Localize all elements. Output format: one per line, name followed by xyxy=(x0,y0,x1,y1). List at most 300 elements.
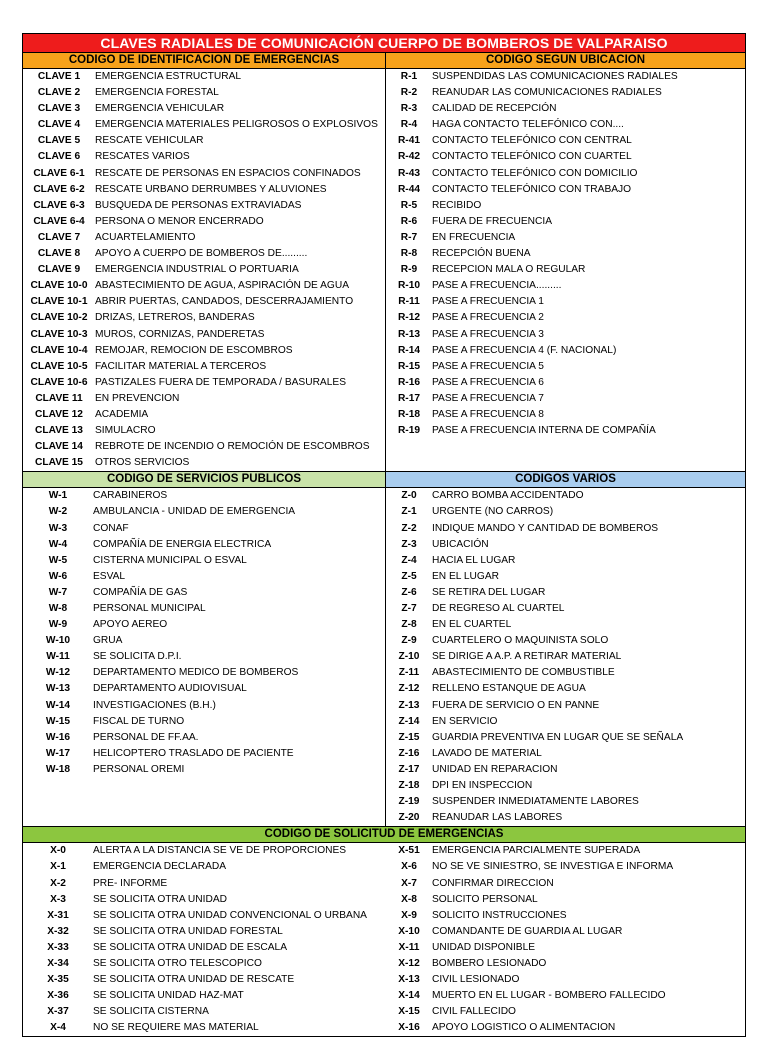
code-row xyxy=(23,214,385,230)
code-row xyxy=(386,327,745,343)
code-row xyxy=(23,553,385,569)
code-label: CLAVE 6-2 xyxy=(33,183,85,195)
code-row xyxy=(386,908,745,924)
code-label: X-35 xyxy=(47,974,69,986)
code-description: EMERGENCIA INDUSTRIAL O PORTUARIA xyxy=(95,264,299,276)
code-description: HELICOPTERO TRASLADO DE PACIENTE xyxy=(93,747,294,759)
code-row xyxy=(386,988,745,1004)
code-description: SE SOLICITA OTRA UNIDAD DE ESCALA xyxy=(93,941,287,953)
code-label: W-7 xyxy=(48,586,68,598)
code-label: X-34 xyxy=(47,957,69,969)
code-description: SOLICITO PERSONAL xyxy=(432,893,538,905)
code-row xyxy=(386,1020,745,1036)
code-label xyxy=(23,778,93,794)
code-row xyxy=(386,85,745,101)
code-row xyxy=(23,198,385,214)
code-description: REANUDAR LAS COMUNICACIONES RADIALES xyxy=(432,87,662,99)
code-row xyxy=(386,343,745,359)
code-label: R-5 xyxy=(400,199,418,211)
code-row xyxy=(23,956,386,972)
code-row xyxy=(386,246,745,262)
code-description: EMERGENCIA FORESTAL xyxy=(95,87,219,99)
code-row xyxy=(386,149,745,165)
code-row xyxy=(23,633,385,649)
code-row xyxy=(23,714,385,730)
code-description: PASE A FRECUENCIA 2 xyxy=(432,312,544,324)
code-label: Z-2 xyxy=(401,522,417,534)
sheet-title: CLAVES RADIALES DE COMUNICACIÓN CUERPO DE BOMBEROS DE VALPARAISO xyxy=(23,34,745,53)
code-label: W-15 xyxy=(45,715,71,727)
code-row xyxy=(23,762,385,778)
code-row xyxy=(386,730,745,746)
code-label: X-36 xyxy=(47,990,69,1002)
code-row xyxy=(23,133,385,149)
code-row xyxy=(23,730,385,746)
ubicacion-list xyxy=(386,69,745,471)
code-label: Z-7 xyxy=(401,603,417,614)
code-row xyxy=(386,198,745,214)
code-label: X-3 xyxy=(50,893,66,905)
code-label: W-10 xyxy=(45,635,71,647)
code-row xyxy=(23,972,386,988)
code-label: X-15 xyxy=(398,1006,420,1018)
code-label: Z-16 xyxy=(398,747,420,759)
code-description: PASTIZALES FUERA DE TEMPORADA / BASURALES xyxy=(95,376,346,388)
code-row xyxy=(386,278,745,294)
code-row xyxy=(386,746,745,762)
code-row xyxy=(386,762,745,778)
code-label: X-10 xyxy=(398,925,420,937)
code-description: NO SE VE SINIESTRO, SE INVESTIGA E INFORMA xyxy=(432,861,674,873)
code-row xyxy=(23,1004,386,1020)
code-label: W-3 xyxy=(48,522,68,534)
code-label: X-33 xyxy=(47,941,69,953)
code-label: CLAVE 10-1 xyxy=(30,296,88,308)
code-description: EN PREVENCION xyxy=(95,392,180,404)
code-row xyxy=(386,391,745,407)
code-description: ACADEMIA xyxy=(95,408,149,420)
code-description: INDIQUE MANDO Y CANTIDAD DE BOMBEROS xyxy=(432,522,659,534)
code-row xyxy=(386,892,745,908)
code-label: X-12 xyxy=(398,957,420,969)
code-row xyxy=(23,569,385,585)
servicios-header: CODIGO DE SERVICIOS PUBLICOS xyxy=(23,472,386,487)
page-clip xyxy=(22,33,746,1034)
code-description: HAGA CONTACTO TELEFÓNICO CON.... xyxy=(432,119,624,131)
code-row xyxy=(23,940,386,956)
code-description: HACIA EL LUGAR xyxy=(432,554,516,566)
code-row xyxy=(23,908,386,924)
code-description: CONAF xyxy=(93,522,129,534)
code-label: R-42 xyxy=(397,151,421,163)
code-row xyxy=(23,246,385,262)
code-description: BUSQUEDA DE PERSONAS EXTRAVIADAS xyxy=(95,199,302,211)
code-label: W-17 xyxy=(45,747,71,759)
code-row xyxy=(23,343,385,359)
code-description: ACUARTELAMIENTO xyxy=(95,231,196,243)
code-description: ESVAL xyxy=(93,570,126,582)
code-label: R-11 xyxy=(398,296,420,308)
section-body-2 xyxy=(23,488,745,827)
code-label: CLAVE 1 xyxy=(37,71,81,82)
varios-header: CODIGOS VARIOS xyxy=(386,472,745,487)
code-description: PERSONAL MUNICIPAL xyxy=(93,603,206,614)
code-label: CLAVE 6-3 xyxy=(33,199,85,211)
code-label: R-6 xyxy=(400,215,418,227)
code-description: SUSPENDIDAS LAS COMUNICACIONES RADIALES xyxy=(432,71,678,82)
code-label: CLAVE 10-2 xyxy=(30,312,88,324)
code-description: RECIBIDO xyxy=(432,199,482,211)
code-label: X-11 xyxy=(398,941,420,953)
code-description: SE SOLICITA D.P.I. xyxy=(93,651,182,663)
code-label: X-32 xyxy=(47,925,69,937)
code-label: Z-6 xyxy=(401,586,417,598)
code-description: RESCATE VEHICULAR xyxy=(95,135,204,147)
code-label: R-4 xyxy=(400,119,418,131)
code-description: ABASTECIMIENTO DE AGUA, ASPIRACIÓN DE AGUA xyxy=(95,280,349,292)
code-description: CARABINEROS xyxy=(93,490,168,502)
code-row xyxy=(386,876,745,892)
code-row xyxy=(386,166,745,182)
code-description: UNIDAD EN REPARACION xyxy=(432,763,558,775)
code-description: COMPAÑÍA DE GAS xyxy=(93,586,188,598)
code-description: INVESTIGACIONES (B.H.) xyxy=(93,699,216,711)
code-label: R-10 xyxy=(397,280,421,292)
code-row xyxy=(386,794,745,810)
code-row xyxy=(386,294,745,310)
codes-sheet xyxy=(22,33,746,1037)
code-row xyxy=(23,262,385,278)
code-description: SE SOLICITA OTRA UNIDAD DE RESCATE xyxy=(93,974,295,986)
code-row xyxy=(386,601,745,617)
code-row xyxy=(23,778,385,794)
code-label: X-2 xyxy=(50,877,66,889)
code-description: URGENTE (NO CARROS) xyxy=(432,506,554,518)
code-label: W-16 xyxy=(45,731,71,743)
code-description: SE SOLICITA OTRA UNIDAD CONVENCIONAL O URBANA xyxy=(93,909,367,921)
code-description: SE SOLICITA OTRO TELESCOPICO xyxy=(93,957,262,969)
code-label: CLAVE 7 xyxy=(37,231,81,243)
code-description: CALIDAD DE RECEPCIÓN xyxy=(432,103,557,115)
code-description: CONTACTO TELEFÓNICO CON DOMICILIO xyxy=(432,167,638,179)
code-row xyxy=(386,714,745,730)
code-label: Z-17 xyxy=(398,763,420,775)
section-header-row-3 xyxy=(23,827,745,843)
code-label: CLAVE 6-4 xyxy=(33,215,85,227)
code-label: CLAVE 6 xyxy=(37,151,81,163)
code-description: EN EL CUARTEL xyxy=(432,619,512,631)
code-label: W-6 xyxy=(48,570,68,582)
code-description: SOLICITO INSTRUCCIONES xyxy=(432,909,567,921)
code-label: W-1 xyxy=(48,490,68,502)
section-body-3 xyxy=(23,843,745,1036)
code-label: X-4 xyxy=(50,1022,66,1034)
code-label: X-0 xyxy=(50,845,66,857)
code-description: APOYO A CUERPO DE BOMBEROS DE......... xyxy=(95,248,308,260)
code-label: Z-8 xyxy=(401,619,417,631)
code-description: EMERGENCIA PARCIALMENTE SUPERADA xyxy=(432,845,641,857)
code-label xyxy=(386,455,432,471)
code-row xyxy=(386,69,745,85)
code-description: SE RETIRA DEL LUGAR xyxy=(432,586,546,598)
code-row xyxy=(23,117,385,133)
code-label: CLAVE 10-3 xyxy=(30,328,88,340)
code-row xyxy=(23,149,385,165)
code-row xyxy=(23,810,385,826)
code-label xyxy=(386,439,432,455)
code-description: REMOJAR, REMOCION DE ESCOMBROS xyxy=(95,344,293,356)
code-row xyxy=(23,988,386,1004)
code-row xyxy=(386,569,745,585)
code-label: X-16 xyxy=(398,1022,420,1034)
code-row xyxy=(23,230,385,246)
code-label: CLAVE 11 xyxy=(35,392,83,404)
code-description: REANUDAR LAS LABORES xyxy=(432,812,563,824)
code-description: APOYO AEREO xyxy=(93,619,168,631)
code-description: FACILITAR MATERIAL A TERCEROS xyxy=(95,360,267,372)
code-label: CLAVE 5 xyxy=(37,135,81,147)
code-description: CUARTELERO O MAQUINISTA SOLO xyxy=(432,635,609,647)
servicios-list xyxy=(23,488,386,826)
code-row xyxy=(23,924,386,940)
code-label: R-43 xyxy=(397,167,421,179)
code-description: BOMBERO LESIONADO xyxy=(432,957,547,969)
code-description: SIMULACRO xyxy=(95,425,156,437)
code-description: COMANDANTE DE GUARDIA AL LUGAR xyxy=(432,925,623,937)
claves-list xyxy=(23,69,386,471)
code-label: R-18 xyxy=(397,408,421,420)
code-description: PASE A FRECUENCIA 5 xyxy=(432,360,544,372)
emergencias-header: CODIGO DE IDENTIFICACION DE EMERGENCIAS xyxy=(23,53,386,68)
code-label: Z-0 xyxy=(401,490,417,502)
code-label: X-14 xyxy=(398,990,420,1002)
code-row xyxy=(386,1004,745,1020)
code-label: X-31 xyxy=(47,909,69,921)
code-row xyxy=(23,876,386,892)
code-label: Z-19 xyxy=(398,796,420,808)
code-description: ALERTA A LA DISTANCIA SE VE DE PROPORCIONES xyxy=(93,845,347,857)
code-row xyxy=(386,698,745,714)
code-row xyxy=(386,585,745,601)
code-label: R-12 xyxy=(397,312,421,324)
code-row xyxy=(386,262,745,278)
code-description: FUERA DE FRECUENCIA xyxy=(432,215,553,227)
code-label: Z-13 xyxy=(398,699,420,711)
code-row xyxy=(23,423,385,439)
code-row xyxy=(23,310,385,326)
code-row xyxy=(386,633,745,649)
code-row xyxy=(23,278,385,294)
code-row xyxy=(23,455,385,471)
code-row xyxy=(386,956,745,972)
code-row xyxy=(386,665,745,681)
code-row xyxy=(23,892,386,908)
code-label: R-14 xyxy=(397,344,421,356)
code-label: W-14 xyxy=(45,699,71,711)
code-label: Z-5 xyxy=(401,570,417,582)
code-description: PERSONA O MENOR ENCERRADO xyxy=(95,215,264,227)
code-row xyxy=(386,117,745,133)
code-label: CLAVE 12 xyxy=(35,408,83,420)
code-row xyxy=(23,617,385,633)
code-description: SE SOLICITA OTRA UNIDAD xyxy=(93,893,227,905)
code-label: X-8 xyxy=(401,893,417,905)
code-description: RECEPCIÓN BUENA xyxy=(432,248,531,260)
code-label: CLAVE 8 xyxy=(37,248,81,260)
code-row xyxy=(23,182,385,198)
code-label: W-18 xyxy=(45,763,71,775)
code-description: FISCAL DE TURNO xyxy=(93,715,185,727)
code-row xyxy=(23,69,385,85)
code-description: EMERGENCIA DECLARADA xyxy=(93,861,227,873)
code-label: Z-20 xyxy=(398,812,420,824)
code-label: Z-14 xyxy=(398,715,420,727)
code-row xyxy=(386,924,745,940)
code-description: AMBULANCIA - UNIDAD DE EMERGENCIA xyxy=(93,506,296,518)
code-description: GUARDIA PREVENTIVA EN LUGAR QUE SE SEÑALA xyxy=(432,731,684,743)
code-label: R-41 xyxy=(397,135,421,147)
code-description: SE SOLICITA UNIDAD HAZ-MAT xyxy=(93,990,244,1002)
ubicacion-header: CODIGO SEGUN UBICACION xyxy=(386,53,745,68)
code-description: EMERGENCIA MATERIALES PELIGROSOS O EXPLOSIVOS xyxy=(95,119,378,131)
code-label: CLAVE 13 xyxy=(35,425,83,437)
code-label: R-17 xyxy=(397,392,421,404)
code-label: R-15 xyxy=(397,360,421,372)
code-label: X-7 xyxy=(401,877,417,889)
code-description: RESCATES VARIOS xyxy=(95,151,190,163)
code-row xyxy=(23,843,386,859)
solicitud-right-list xyxy=(386,843,745,1036)
code-description: PASE A FRECUENCIA......... xyxy=(432,280,562,292)
code-label: X-51 xyxy=(398,845,420,857)
code-description: DRIZAS, LETREROS, BANDERAS xyxy=(95,312,255,324)
code-row xyxy=(23,665,385,681)
code-description: PASE A FRECUENCIA 4 (F. NACIONAL) xyxy=(432,344,617,356)
code-description: UBICACIÓN xyxy=(432,538,489,550)
code-description: MUERTO EN EL LUGAR - BOMBERO FALLECIDO xyxy=(432,990,666,1002)
code-row xyxy=(386,310,745,326)
code-description: COMPAÑÍA DE ENERGIA ELECTRICA xyxy=(93,538,272,550)
code-label: W-8 xyxy=(48,603,68,614)
code-row xyxy=(386,423,745,439)
code-description: CONFIRMAR DIRECCION xyxy=(432,877,554,889)
code-row xyxy=(23,439,385,455)
varios-list xyxy=(386,488,745,826)
section-header-row-2 xyxy=(23,472,745,488)
code-description: CISTERNA MUNICIPAL O ESVAL xyxy=(93,554,247,566)
code-label: W-12 xyxy=(45,667,71,679)
code-label: R-8 xyxy=(400,248,418,260)
code-description: MUROS, CORNIZAS, PANDERETAS xyxy=(95,328,265,340)
code-row xyxy=(23,698,385,714)
code-description: SUSPENDER INMEDIATAMENTE LABORES xyxy=(432,796,639,808)
code-description: LAVADO DE MATERIAL xyxy=(432,747,542,759)
code-description: SE SOLICITA OTRA UNIDAD FORESTAL xyxy=(93,925,283,937)
code-row xyxy=(23,391,385,407)
code-description: DE REGRESO AL CUARTEL xyxy=(432,603,565,614)
code-label: CLAVE 10-6 xyxy=(30,376,88,388)
code-row xyxy=(23,859,386,875)
code-description: DEPARTAMENTO MEDICO DE BOMBEROS xyxy=(93,667,299,679)
code-description: CONTACTO TELEFÓNICO CON TRABAJO xyxy=(432,183,632,195)
code-label: Z-15 xyxy=(398,731,420,743)
code-description: SE DIRIGE A A.P. A RETIRAR MATERIAL xyxy=(432,651,622,663)
code-row xyxy=(23,166,385,182)
code-row xyxy=(386,778,745,794)
code-label: Z-11 xyxy=(398,667,420,679)
code-description: DPI EN INSPECCION xyxy=(432,780,533,792)
code-description: EN SERVICIO xyxy=(432,715,498,727)
code-description: PASE A FRECUENCIA 1 xyxy=(432,296,544,308)
code-label: R-16 xyxy=(397,376,421,388)
code-description: CIVIL FALLECIDO xyxy=(432,1006,516,1018)
code-label: W-4 xyxy=(48,538,68,550)
code-row xyxy=(386,133,745,149)
code-row xyxy=(23,521,385,537)
code-label: CLAVE 14 xyxy=(35,441,83,453)
code-label: X-37 xyxy=(47,1006,69,1018)
code-description: PASE A FRECUENCIA 6 xyxy=(432,376,544,388)
code-row xyxy=(386,859,745,875)
code-row xyxy=(386,843,745,859)
code-row xyxy=(23,85,385,101)
code-row xyxy=(23,327,385,343)
code-description: PERSONAL DE FF.AA. xyxy=(93,731,199,743)
code-label: CLAVE 2 xyxy=(37,87,81,99)
code-description: FUERA DE SERVICIO O EN PANNE xyxy=(432,699,600,711)
code-description: ABRIR PUERTAS, CANDADOS, DESCERRAJAMIENTO xyxy=(95,296,354,308)
code-label: R-1 xyxy=(400,71,418,82)
code-row xyxy=(386,617,745,633)
code-label: R-9 xyxy=(400,264,418,276)
code-row xyxy=(386,972,745,988)
code-row xyxy=(23,1020,386,1036)
code-label: Z-12 xyxy=(398,683,420,695)
code-row xyxy=(386,230,745,246)
code-label: CLAVE 6-1 xyxy=(33,167,85,179)
code-description: EMERGENCIA ESTRUCTURAL xyxy=(95,71,242,82)
code-label: CLAVE 9 xyxy=(37,264,81,276)
code-label: W-9 xyxy=(48,619,68,631)
code-label: CLAVE 10-5 xyxy=(30,360,88,372)
code-description: OTROS SERVICIOS xyxy=(95,457,190,469)
code-description: GRUA xyxy=(93,635,123,647)
code-label: R-7 xyxy=(400,231,418,243)
code-description: CARRO BOMBA ACCIDENTADO xyxy=(432,490,584,502)
code-description: PERSONAL OREMI xyxy=(93,763,185,775)
code-description: ABASTECIMIENTO DE COMBUSTIBLE xyxy=(432,667,615,679)
code-description: SE SOLICITA CISTERNA xyxy=(93,1006,209,1018)
solicitud-left-list xyxy=(23,843,386,1036)
code-label: Z-10 xyxy=(398,651,420,663)
code-label: Z-4 xyxy=(401,554,417,566)
code-label: Z-18 xyxy=(398,780,420,792)
solicitud-header: CODIGO DE SOLICITUD DE EMERGENCIAS xyxy=(23,827,745,842)
code-description: NO SE REQUIERE MAS MATERIAL xyxy=(93,1022,259,1034)
code-label: X-13 xyxy=(398,974,420,986)
code-label: CLAVE 4 xyxy=(37,119,81,131)
code-description: REBROTE DE INCENDIO O REMOCIÓN DE ESCOMBROS xyxy=(95,441,370,453)
code-label: Z-3 xyxy=(401,538,417,550)
code-description: EN EL LUGAR xyxy=(432,570,499,582)
section-header-row-1 xyxy=(23,53,745,69)
code-row xyxy=(23,537,385,553)
code-description: UNIDAD DISPONIBLE xyxy=(432,941,536,953)
code-label xyxy=(23,810,93,826)
code-label: R-2 xyxy=(400,87,418,99)
code-row xyxy=(386,214,745,230)
code-row xyxy=(386,407,745,423)
